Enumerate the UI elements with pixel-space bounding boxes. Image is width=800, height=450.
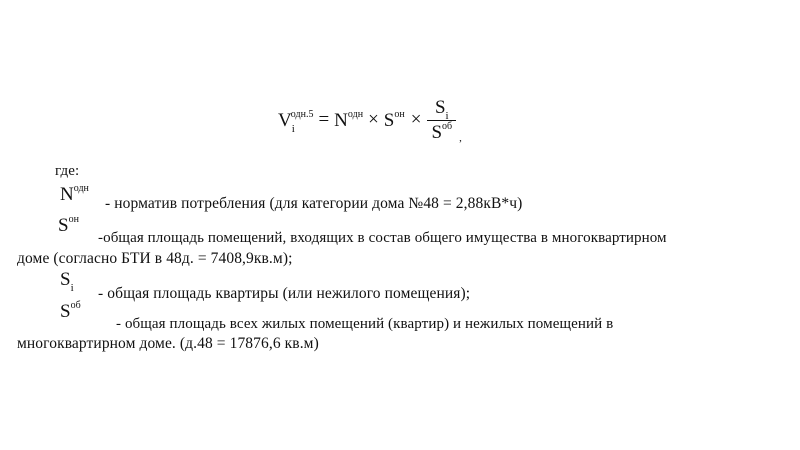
formula-trailing-comma: ,	[459, 132, 462, 144]
def-text-s-i: - общая площадь квартиры (или нежилого помещения);	[98, 285, 471, 302]
def-symbol-s-ob-sup: об	[70, 300, 81, 311]
formula-times-2: ×	[410, 109, 422, 130]
formula	[278, 90, 462, 150]
formula-s-sup: он	[394, 108, 405, 120]
where-label: где:	[55, 163, 80, 179]
def-symbol-s-i-sub: i	[70, 282, 74, 294]
fraction-numerator-sub: i	[445, 109, 449, 122]
formula-lhs: $V_i^{одн.5}$	[278, 108, 314, 135]
formula-equals: =	[318, 109, 330, 130]
formula-lhs-sub: i	[291, 122, 295, 135]
fraction-numerator: $S_i$	[434, 96, 449, 122]
formula-n: $N^{одн}$	[334, 108, 364, 131]
formula-lhs-sup: одн.5	[290, 108, 314, 120]
def-text-n: - норматив потребления (для категории дома №48 = 2,88кВ*ч)	[105, 195, 523, 212]
fraction-denominator: $S^{об}$	[431, 120, 453, 143]
def-symbol-s-on: $S^{он}$	[58, 214, 79, 236]
def-text-s-ob-line1: - общая площадь всех жилых помещений (квартир) и нежилых помещений в	[116, 316, 614, 332]
fraction-denominator-sup: об	[442, 120, 453, 132]
def-symbol-s-on-sup: он	[68, 214, 79, 225]
def-symbol-s-ob: $S^{об}$	[60, 300, 81, 322]
formula-fraction	[427, 97, 456, 144]
def-text-s-ob-line2: многоквартирном доме. (д.48 = 17876,6 кв.м)	[17, 335, 319, 352]
def-symbol-n-sup: одн	[73, 183, 89, 194]
def-text-s-on-line2: доме (согласно БТИ в 48д. = 7408,9кв.м);	[17, 250, 293, 267]
def-symbol-s-i: $S_i$	[60, 269, 74, 294]
formula-times-1: ×	[368, 109, 379, 130]
def-text-s-on-line1: -общая площадь помещений, входящих в состав общего имущества в многоквартирном	[98, 230, 667, 246]
formula-s: $S^{он}$	[383, 108, 405, 131]
def-symbol-n: $N^{одн}$	[60, 183, 89, 205]
formula-n-sup: одн	[347, 108, 364, 120]
